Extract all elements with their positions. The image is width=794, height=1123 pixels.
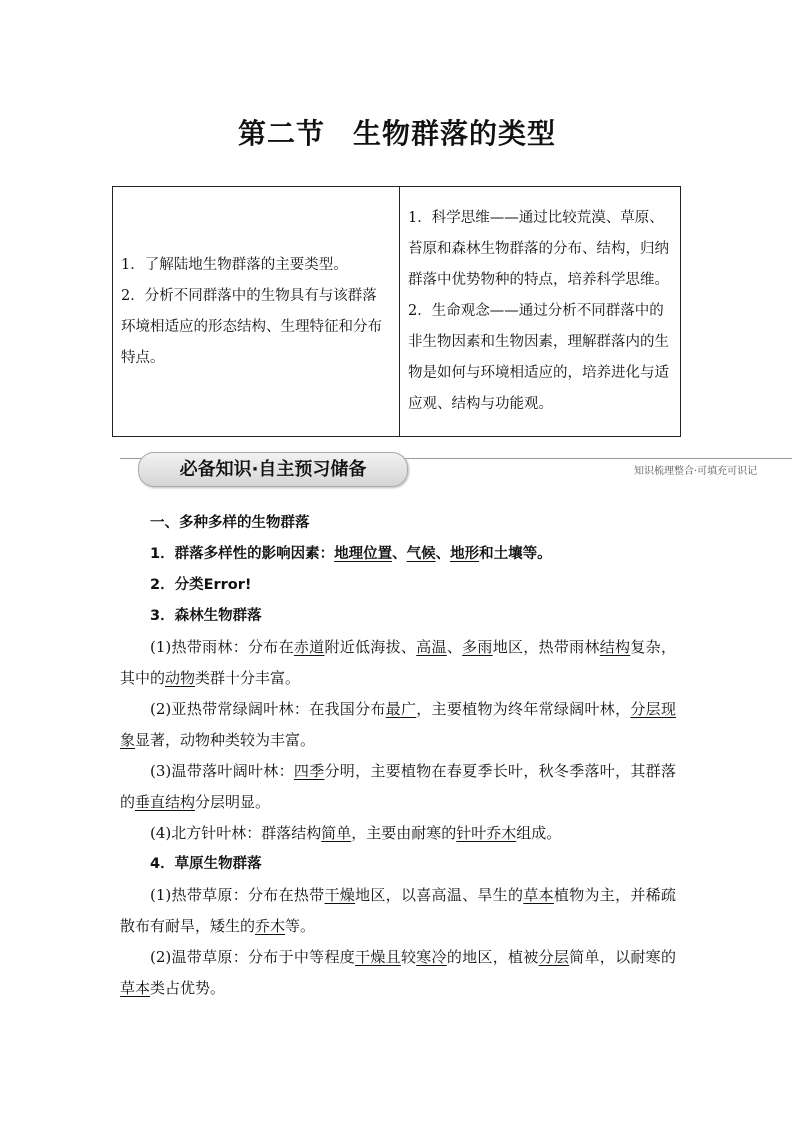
objective-item: 2．分析不同群落中的生物具有与该群落环境相适应的形态结构、生理特征和分布特点。: [121, 287, 382, 366]
paragraph: (1)热带草原：分布在热带干燥地区，以喜高温、旱生的草本植物为主，并稀疏散布有耐旱，矮生的乔木等。: [120, 886, 676, 935]
paragraph: 2．分类Error!: [150, 577, 252, 593]
main-content: [120, 508, 676, 1004]
paragraph: (4)北方针叶林：群落结构简单，主要由耐寒的针叶乔木组成。: [150, 824, 562, 842]
section-heading: 一、多种多样的生物群落: [150, 515, 310, 531]
competency-item: 1．科学思维——通过比较荒漠、草原、苔原和森林生物群落的分布、结构，归纳群落中优势物种的特点，培养科学思维。: [408, 210, 669, 288]
subsection-heading: 3．森林生物群落: [150, 608, 262, 624]
paragraph: (1)热带雨林：分布在赤道附近低海拔、高温、多雨地区，热带雨林结构复杂，其中的动物类群十分丰富。: [120, 638, 676, 687]
subsection-heading: 4．草原生物群落: [150, 856, 262, 872]
section-banner: 必备知识·自主预习储备: [138, 452, 408, 487]
paragraph: (3)温带落叶阔叶林：四季分明，主要植物在春夏季长叶，秋冬季落叶，其群落的垂直结构分层明显。: [120, 762, 676, 811]
objectives-table: [112, 186, 681, 437]
banner-note: 知识梳理整合·可填充可识记: [634, 466, 758, 477]
competency-item: 2．生命观念——通过分析不同群落中的非生物因素和生物因素，理解群落内的生物是如何与环境相适应的，培养进化与适应观、结构与功能观。: [408, 303, 669, 412]
objective-item: 1．了解陆地生物群落的主要类型。: [121, 256, 348, 273]
paragraph: (2)温带草原：分布于中等程度干燥且较寒冷的地区，植被分层简单，以耐寒的草本类占优势。: [120, 948, 676, 997]
paragraph: 1．群落多样性的影响因素：地理位置、气候、地形和土壤等。: [150, 546, 552, 562]
objectives-left-cell: [113, 187, 400, 437]
objectives-right-cell: [400, 187, 681, 437]
paragraph: (2)亚热带常绿阔叶林：在我国分布最广，主要植物为终年常绿阔叶林，分层现象显著，动物种类较为丰富。: [120, 700, 676, 749]
page-title: 第二节 生物群落的类型: [237, 117, 557, 150]
